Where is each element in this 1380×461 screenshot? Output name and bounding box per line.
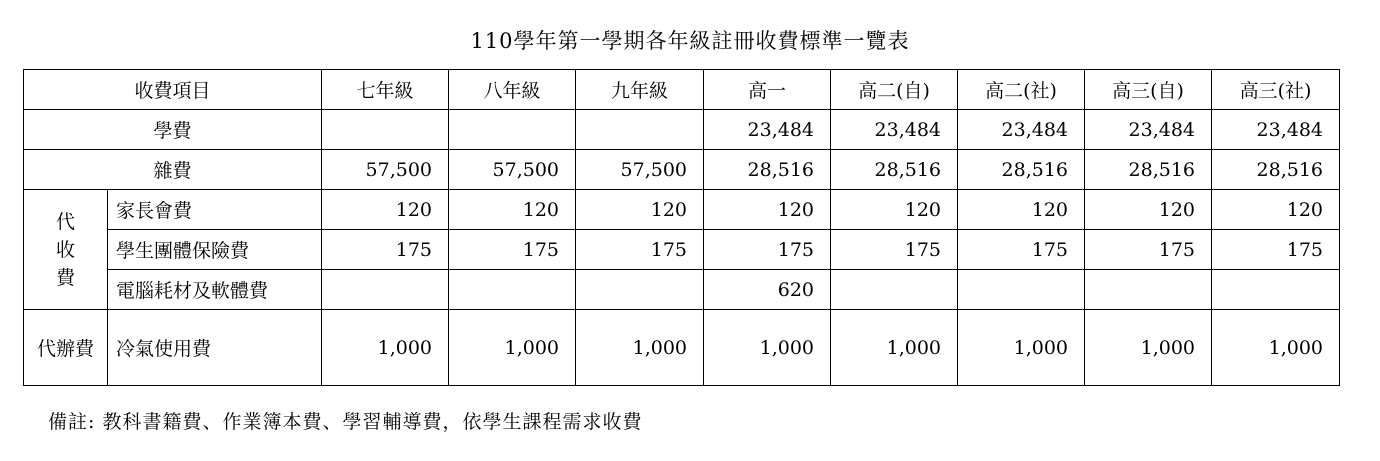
fee-cell: 175 [322, 230, 449, 270]
fee-cell [958, 270, 1085, 310]
table-row-insurance [24, 230, 1340, 270]
fee-cell [831, 270, 958, 310]
fee-cell: 1,000 [449, 310, 576, 386]
fee-cell: 620 [704, 270, 831, 310]
header-grade: 七年級 [322, 70, 449, 110]
fee-cell: 57,500 [576, 150, 704, 190]
fee-cell: 1,000 [322, 310, 449, 386]
fee-cell: 28,516 [704, 150, 831, 190]
fee-cell: 1,000 [831, 310, 958, 386]
fee-cell [449, 110, 576, 150]
fee-cell: 175 [449, 230, 576, 270]
table-row-misc [24, 150, 1340, 190]
fee-cell: 23,484 [1085, 110, 1212, 150]
fee-cell: 175 [1212, 230, 1340, 270]
header-grade: 高三(自) [1085, 70, 1212, 110]
fee-cell: 120 [831, 190, 958, 230]
header-row [24, 70, 1340, 110]
fee-cell: 120 [1212, 190, 1340, 230]
fee-cell: 120 [704, 190, 831, 230]
fee-cell [576, 270, 704, 310]
fee-cell: 23,484 [831, 110, 958, 150]
header-item: 收費項目 [24, 70, 322, 110]
fee-cell [576, 110, 704, 150]
header-grade: 高三(社) [1212, 70, 1340, 110]
row-label: 電腦耗材及軟體費 [108, 270, 322, 310]
agency-fee-group-label: 代辦費 [24, 310, 108, 386]
fee-cell: 28,516 [958, 150, 1085, 190]
row-label: 學費 [24, 110, 322, 150]
fee-cell: 175 [1085, 230, 1212, 270]
table-row-parents-assoc [24, 190, 1340, 230]
row-label: 雜費 [24, 150, 322, 190]
row-label: 家長會費 [108, 190, 322, 230]
collected-fee-group-text: 代收費 [55, 210, 75, 289]
header-grade: 八年級 [449, 70, 576, 110]
fee-cell: 1,000 [1212, 310, 1340, 386]
table-row-aircon [24, 310, 1340, 386]
fee-cell: 175 [576, 230, 704, 270]
fee-cell: 1,000 [1085, 310, 1212, 386]
fee-cell: 57,500 [449, 150, 576, 190]
fee-cell: 175 [704, 230, 831, 270]
row-label: 學生團體保險費 [108, 230, 322, 270]
fee-cell: 28,516 [1212, 150, 1340, 190]
fee-cell: 57,500 [322, 150, 449, 190]
fee-cell: 28,516 [1085, 150, 1212, 190]
fee-cell: 120 [322, 190, 449, 230]
table-row-computer [24, 270, 1340, 310]
fee-cell: 23,484 [1212, 110, 1340, 150]
header-grade: 高二(自) [831, 70, 958, 110]
fee-cell: 120 [576, 190, 704, 230]
fee-cell: 1,000 [576, 310, 704, 386]
remark-note: 備註: 教科書籍費、作業簿本費、學習輔導費，依學生課程需求收費 [48, 411, 643, 433]
collected-fee-group-label [24, 190, 108, 310]
fee-cell: 120 [449, 190, 576, 230]
fee-cell: 120 [1085, 190, 1212, 230]
fee-table [23, 69, 1340, 386]
header-grade: 九年級 [576, 70, 704, 110]
fee-cell: 175 [831, 230, 958, 270]
page-title: 110學年第一學期各年級註冊收費標準一覽表 [470, 29, 910, 53]
fee-cell: 175 [958, 230, 1085, 270]
fee-cell: 23,484 [704, 110, 831, 150]
header-grade: 高一 [704, 70, 831, 110]
fee-cell: 28,516 [831, 150, 958, 190]
fee-cell [1085, 270, 1212, 310]
fee-cell: 1,000 [704, 310, 831, 386]
fee-cell: 120 [958, 190, 1085, 230]
table-row-tuition [24, 110, 1340, 150]
fee-cell [449, 270, 576, 310]
fee-cell [1212, 270, 1340, 310]
row-label: 冷氣使用費 [108, 310, 322, 386]
fee-cell: 1,000 [958, 310, 1085, 386]
fee-cell [322, 110, 449, 150]
fee-cell: 23,484 [958, 110, 1085, 150]
header-grade: 高二(社) [958, 70, 1085, 110]
fee-cell [322, 270, 449, 310]
